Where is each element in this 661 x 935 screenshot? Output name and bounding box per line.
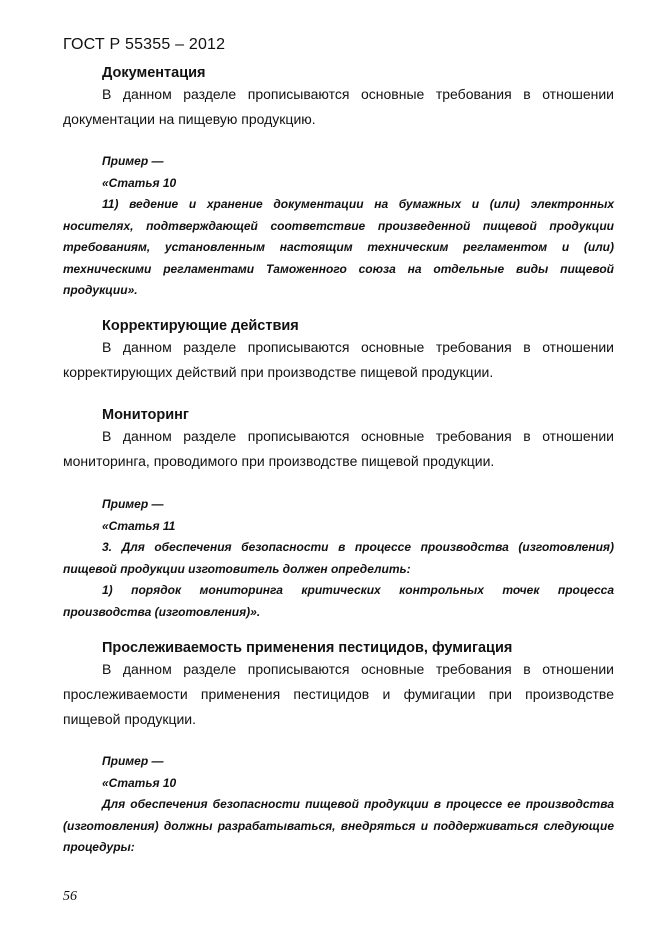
section-text: В данном разделе прописываются основные требования в отношении документации на пищевую продукцию. — [63, 86, 614, 127]
section-corrective-actions — [63, 318, 614, 385]
page-number: 56 — [63, 889, 77, 904]
example-article: «Статья 11 — [102, 518, 176, 533]
example-label: Пример — — [102, 154, 164, 168]
example-label: Пример — — [102, 497, 164, 511]
example-block-2 — [63, 494, 614, 623]
example-text: 11) ведение и хранение документации на бумажных и (или) электронных носителях, подтверждающей соответствие произведенной пищевой продукции требованиям, установленным настоящим техническим регламентом и (или) техническими регламентами Таможенного союза на отдельные виды пищевой продукции». — [63, 197, 614, 297]
section-traceability — [63, 640, 614, 732]
section-heading: Документация — [102, 65, 206, 81]
example-text: 1) порядок мониторинга критических контрольных точек процесса производства (изготовления)». — [63, 583, 614, 619]
example-article: «Статья 10 — [102, 175, 177, 190]
section-heading: Прослеживаемость применения пестицидов, фумигация — [102, 640, 513, 656]
section-text: В данном разделе прописываются основные требования в отношении прослеживаемости применения пестицидов и фумигации при производстве пищевой продукции. — [63, 661, 614, 727]
section-documentation — [63, 65, 614, 132]
section-text: В данном разделе прописываются основные требования в отношении мониторинга, проводимого при производстве пищевой продукции. — [63, 428, 614, 469]
example-label: Пример — — [102, 754, 164, 768]
section-heading: Мониторинг — [102, 407, 189, 423]
section-text: В данном разделе прописываются основные требования в отношении корректирующих действий при производстве пищевой продукции. — [63, 339, 614, 380]
example-text: 3. Для обеспечения безопасности в процессе производства (изготовления) пищевой продукции изготовитель должен определить: — [63, 540, 614, 576]
example-article: «Статья 10 — [102, 775, 177, 790]
example-block-3 — [63, 751, 614, 859]
document-header: ГОСТ Р 55355 – 2012 — [63, 36, 226, 53]
section-monitoring — [63, 407, 614, 474]
example-text: Для обеспечения безопасности пищевой продукции в процессе ее производства (изготовления) должны разрабатываться, внедряться и поддерживаться следующие процедуры: — [63, 797, 614, 854]
section-heading: Корректирующие действия — [102, 318, 299, 334]
example-block-1 — [63, 151, 614, 302]
